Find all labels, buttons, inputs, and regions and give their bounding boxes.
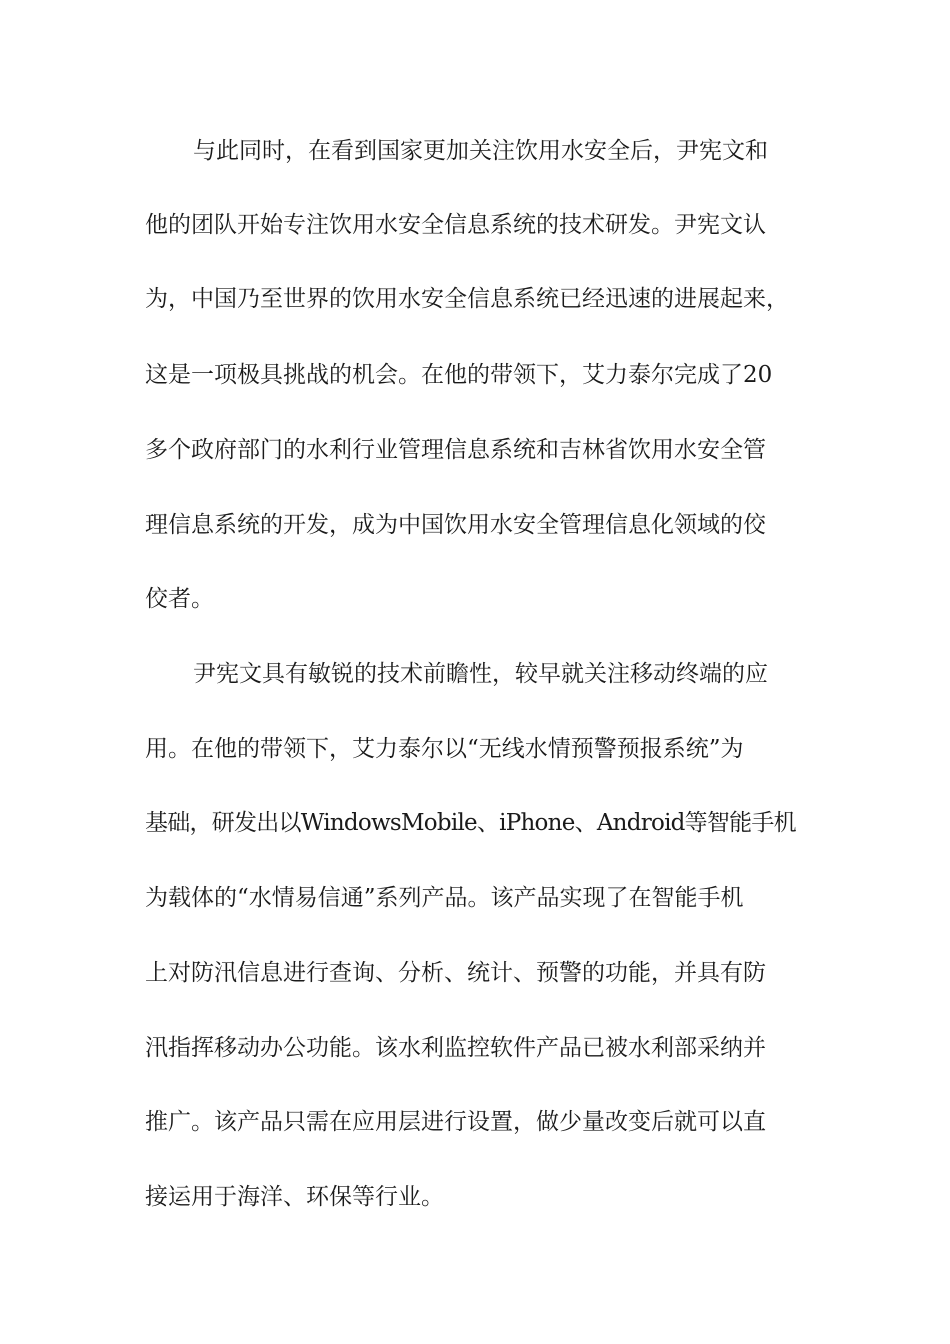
text-line: 为，中国乃至世界的饮用水安全信息系统已经迅速的进展起来， — [145, 286, 789, 312]
text-line: 他的团队开始专注饮用水安全信息系统的技术研发。尹宪文认 — [145, 212, 766, 238]
paragraph-2-line-3 — [0, 803, 950, 843]
text-line: 佼者。 — [145, 586, 214, 612]
paragraph-2-line-5 — [0, 953, 950, 993]
text-line: 多个政府部门的水利行业管理信息系统和吉林省饮用水安全管 — [145, 437, 766, 463]
paragraph-1-line-3 — [0, 279, 950, 319]
paragraph-2-line-4 — [0, 878, 950, 918]
text-line: 与此同时，在看到国家更加关注饮用水安全后，尹宪文和 — [193, 138, 768, 164]
paragraph-2-line-1 — [0, 654, 950, 694]
text-line: 尹宪文具有敏锐的技术前瞻性，较早就关注移动终端的应 — [193, 661, 768, 687]
text-line: 基础，研发出以WindowsMobile、iPhone、Android等智能手机 — [145, 810, 796, 836]
paragraph-2-line-8 — [0, 1177, 950, 1217]
paragraph-1-line-7 — [0, 579, 950, 619]
paragraph-1-line-2 — [0, 205, 950, 245]
paragraph-2-line-6 — [0, 1028, 950, 1068]
paragraph-1-line-5 — [0, 430, 950, 470]
text-line: 理信息系统的开发，成为中国饮用水安全管理信息化领域的佼 — [145, 512, 766, 538]
text-line: 用。在他的带领下，艾力泰尔以“无线水情预警预报系统”为 — [145, 736, 744, 762]
paragraph-2-line-7 — [0, 1102, 950, 1142]
text-line: 这是一项极具挑战的机会。在他的带领下，艾力泰尔完成了20 — [145, 362, 773, 388]
paragraph-2-line-2 — [0, 729, 950, 769]
text-line: 上对防汛信息进行查询、分析、统计、预警的功能，并具有防 — [145, 960, 766, 986]
text-line: 为载体的“水情易信通”系列产品。该产品实现了在智能手机 — [145, 885, 744, 911]
paragraph-1-line-6 — [0, 505, 950, 545]
text-line: 汛指挥移动办公功能。该水利监控软件产品已被水利部采纳并 — [145, 1035, 766, 1061]
paragraph-1-line-4 — [0, 355, 950, 395]
text-line: 接运用于海洋、环保等行业。 — [145, 1184, 444, 1210]
text-line: 推广。该产品只需在应用层进行设置，做少量改变后就可以直 — [145, 1109, 766, 1135]
paragraph-1-line-1 — [0, 131, 950, 171]
